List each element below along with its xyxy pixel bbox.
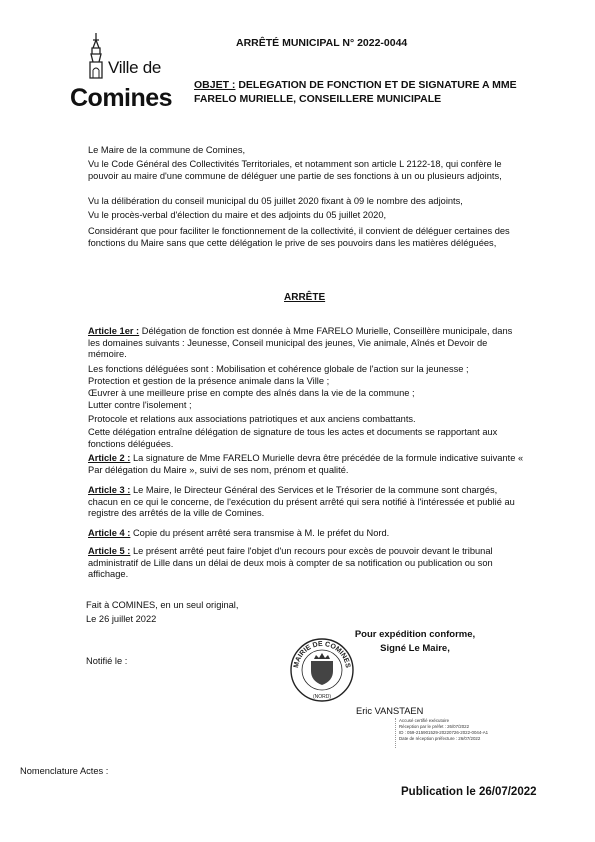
nomenclature-label: Nomenclature Actes : bbox=[20, 766, 109, 776]
comines-logo bbox=[70, 32, 180, 112]
seal-crest-icon bbox=[311, 653, 333, 685]
article-3 bbox=[88, 485, 526, 520]
article-1-aines: Œuvrer à une meilleure prise en compte des aînés dans la vie de la commune ; bbox=[88, 388, 415, 398]
subject-label: OBJET : bbox=[194, 79, 236, 91]
stamp-line-4: Date de réception préfecture : 26/07/2022 bbox=[399, 736, 481, 741]
signature-block bbox=[330, 628, 500, 656]
stamp-line-2: Réception par le préfet : 26/07/2022 bbox=[399, 724, 470, 729]
preamble-pv: Vu le procès-verbal d'élection du maire et des adjoints du 05 juillet 2020, bbox=[88, 210, 387, 220]
article-1-signature: Cette délégation entraîne délégation de signature de tous les actes et documents se rapportant aux fonctions déléguées. bbox=[88, 427, 498, 449]
logo-ville-text: Ville de bbox=[108, 58, 162, 77]
signer-name: Eric VANSTAEN bbox=[356, 706, 424, 716]
article-5-label: Article 5 : bbox=[88, 546, 131, 556]
article-1-animals: Protection et gestion de la présence animale dans la Ville ; bbox=[88, 376, 330, 386]
article-1 bbox=[88, 326, 526, 361]
signature-line-2: Signé Le Maire, bbox=[380, 643, 450, 654]
preamble-considerant: Considérant que pour faciliter le fonctionnement de la collectivité, il convient de déléguer certaines des fonctions du Maire sans que cette délégation le prive de ses pouvoirs dans les matières déléguées, bbox=[88, 226, 510, 248]
closing-place: Fait à COMINES, en un seul original, bbox=[86, 600, 239, 610]
signature-line-1: Pour expédition conforme, bbox=[354, 629, 476, 640]
closing-date: Le 26 juillet 2022 bbox=[86, 614, 157, 624]
preamble-intro: Le Maire de la commune de Comines, bbox=[88, 145, 246, 155]
article-1-text: Délégation de fonction est donnée à Mme FARELO Murielle, Conseillère municipale, dans les domaines suivants : Jeunesse, Conseil municipal des jeunes, Vie animale, Aînés et Devoir de mémoire. bbox=[88, 326, 513, 359]
stamp-line-1: Accusé certifié exécutoire bbox=[399, 718, 450, 723]
article-2-label: Article 2 : bbox=[88, 453, 131, 463]
decree-heading: ARRÊTE bbox=[284, 292, 326, 303]
preamble-deliberation: Vu la délibération du conseil municipal du 05 juillet 2020 fixant à 09 le nombre des adjoints, bbox=[88, 196, 463, 206]
decree-subject bbox=[194, 78, 534, 106]
article-1-isolement: Lutter contre l'isolement ; bbox=[88, 400, 192, 410]
belfry-icon bbox=[84, 32, 108, 80]
article-3-label: Article 3 : bbox=[88, 485, 131, 495]
article-1-label: Article 1er : bbox=[88, 326, 140, 336]
subject-text: DELEGATION DE FONCTION ET DE SIGNATURE A MME FARELO MURIELLE, CONSEILLERE MUNICIPALE bbox=[194, 79, 517, 105]
prefecture-receipt-stamp bbox=[395, 718, 561, 748]
seal-bottom-text: (NORD) bbox=[312, 694, 332, 700]
article-5-text: Le présent arrêté peut faire l'objet d'un recours pour excès de pouvoir devant le tribunal administratif de Lille dans un délai de deux mois à compter de sa notification ou publication ou son affichage. bbox=[88, 546, 493, 579]
seal-top-text: MAIRIE DE COMINES bbox=[293, 640, 351, 669]
article-1-functions: Les fonctions déléguées sont : Mobilisation et cohérence globale de l'action sur la jeunesse ; bbox=[88, 364, 469, 374]
stamp-line-3: ID : 059-215901529-20220726-2022-0044-A1 bbox=[399, 730, 489, 735]
publication-date: Publication le 26/07/2022 bbox=[401, 786, 537, 798]
notified-label: Notifié le : bbox=[86, 656, 128, 666]
article-4 bbox=[88, 528, 526, 540]
town-hall-seal bbox=[289, 637, 355, 703]
preamble-cgct: Vu le Code Général des Collectivités Territoriales, et notamment son article L 2122-18, qui confère le pouvoir au maire d'une commune de déléguer une partie de ses fonctions à un ou plusieurs adjoints, bbox=[88, 159, 502, 181]
decree-title: ARRÊTÉ MUNICIPAL N° 2022-0044 bbox=[236, 37, 408, 49]
article-5 bbox=[88, 546, 526, 581]
article-2-text: La signature de Mme FARELO Murielle devra être précédée de la formule indicative suivante « Par délégation du Maire », suivi de ses nom, prénom et qualité. bbox=[88, 453, 524, 475]
logo-comines-text: Comines bbox=[70, 84, 173, 112]
article-3-text: Le Maire, le Directeur Général des Services et le Trésorier de la commune sont chargés, chacun en ce qui le concerne, de l'exécution du présent arrêté qui sera notifié à l'intéressée et publié au registre des arrêtés de la ville de Comines. bbox=[88, 485, 515, 518]
article-2 bbox=[88, 453, 526, 476]
article-4-label: Article 4 : bbox=[88, 528, 131, 538]
article-4-text: Copie du présent arrêté sera transmise à M. le préfet du Nord. bbox=[130, 528, 390, 538]
article-1-protocole: Protocole et relations aux associations patriotiques et aux anciens combattants. bbox=[88, 414, 416, 424]
